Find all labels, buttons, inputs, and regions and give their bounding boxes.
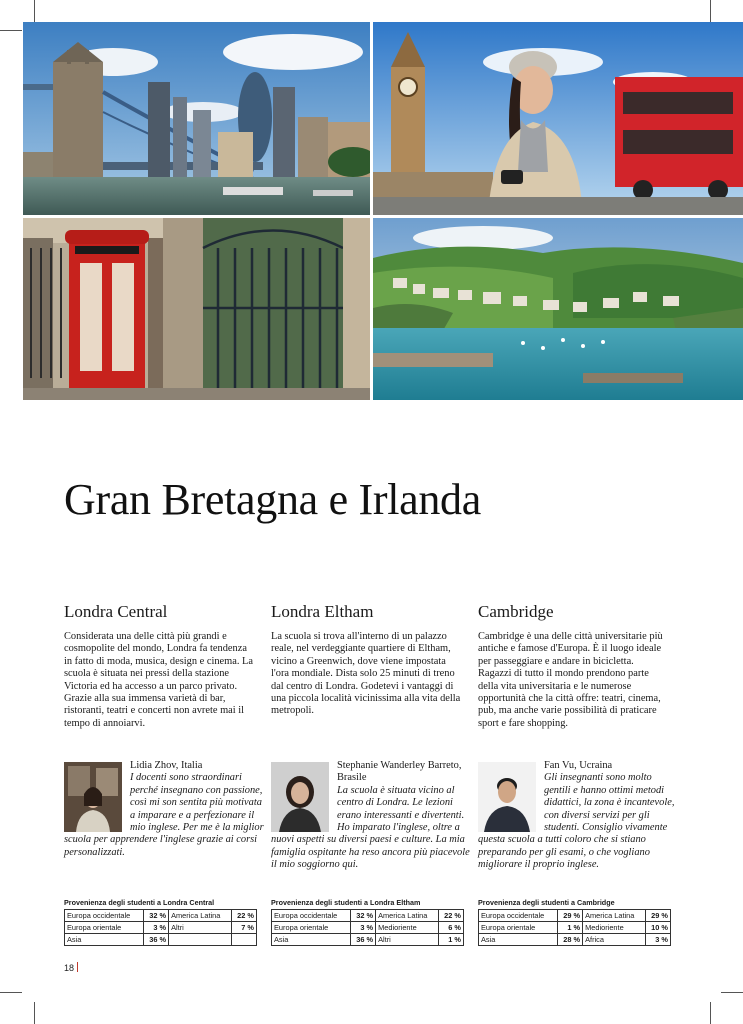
table-cell: 1 %: [439, 934, 464, 946]
testimonial: [478, 760, 678, 872]
table-cell: Asia: [65, 934, 144, 946]
origin-table: [478, 909, 671, 946]
table-row: [65, 934, 257, 946]
table-cell: 3 %: [351, 922, 376, 934]
page-number-accent: [77, 962, 78, 972]
table-title: Provenienza degli studenti a Londra Eltham: [271, 898, 421, 907]
table-row: [272, 910, 464, 922]
testimonial-quote: I docenti sono straordinari perché insegnano con passione, così mi son sentita più motivata a imparare e a perfezionare il mio inglese. Per me è la miglior scuola per apprendere l'inglese grazie ai corsi personalizzati.: [64, 772, 264, 858]
table-cell: Medioriente: [376, 922, 439, 934]
testimonial-author: Lidia Zhov, Italia: [130, 760, 203, 771]
table-cell: Altri: [169, 922, 232, 934]
table-cell: Asia: [479, 934, 558, 946]
table-cell: 1 %: [558, 922, 583, 934]
table-cell: America Latina: [376, 910, 439, 922]
red-phone-box-photo: [23, 218, 370, 400]
column-heading: Cambridge: [478, 602, 554, 621]
avatar: [64, 762, 122, 832]
big-ben-tourist-photo: [373, 22, 743, 215]
table-row: [479, 910, 671, 922]
column-londra-eltham: [271, 602, 461, 718]
crop-mark: [710, 0, 711, 22]
cornwall-harbour-photo: [373, 218, 743, 400]
table-title: Provenienza degli studenti a Cambridge: [478, 898, 615, 907]
testimonial: [64, 760, 264, 859]
table-cell: 29 %: [646, 910, 671, 922]
london-skyline-photo: [23, 22, 370, 215]
table-title: Provenienza degli studenti a Londra Central: [64, 898, 215, 907]
testimonial-quote: La scuola è situata vicino al centro di Londra. Le lezioni erano interessanti e divertenti. Ho imparato l'inglese, oltre a nuovi aspetti su diversi paesi e culture. La mia famiglia ospitante ha reso ancora più piacevole il mio soggiorno qui.: [271, 784, 470, 871]
table-cell: Europa occidentale: [65, 910, 144, 922]
column-heading: Londra Central: [64, 602, 168, 621]
table-cell: Europa occidentale: [479, 910, 558, 922]
students-origin-table: [64, 898, 257, 946]
table-row: [65, 922, 257, 934]
table-cell: Asia: [272, 934, 351, 946]
testimonial: [271, 760, 471, 872]
table-cell: 36 %: [144, 934, 169, 946]
table-cell: [232, 934, 257, 946]
students-origin-table: [478, 898, 671, 946]
crop-mark: [0, 30, 22, 31]
table-cell: 32 %: [144, 910, 169, 922]
table-cell: 29 %: [558, 910, 583, 922]
table-row: [479, 922, 671, 934]
testimonial-author: Fan Vu, Ucraina: [544, 760, 613, 771]
table-cell: Altri: [376, 934, 439, 946]
table-cell: 28 %: [558, 934, 583, 946]
page-number-text: 18: [64, 963, 75, 973]
table-row: [479, 934, 671, 946]
page-title: Gran Bretagna e Irlanda: [64, 475, 481, 524]
table-cell: 3 %: [144, 922, 169, 934]
column-body: Considerata una delle città più grandi e cosmopolite del mondo, Londra fa tendenza in fatto di moda, musica, design e cinema. La scuola è situata nei pressi della stazione Victoria ed ha accesso a un parco privato. Grazie alla sua immensa varietà di bar, ristoranti, teatri e concerti non avrete mai il tempo di annoiarvi.: [64, 631, 253, 729]
crop-mark: [721, 992, 743, 993]
table-cell: Europa orientale: [479, 922, 558, 934]
avatar: [271, 762, 329, 832]
table-cell: Medioriente: [583, 922, 646, 934]
column-londra-central: [64, 602, 254, 730]
table-cell: 22 %: [439, 910, 464, 922]
column-cambridge: [478, 602, 668, 730]
table-cell: 22 %: [232, 910, 257, 922]
table-cell: 36 %: [351, 934, 376, 946]
table-cell: Europa orientale: [272, 922, 351, 934]
table-row: [272, 922, 464, 934]
table-cell: America Latina: [583, 910, 646, 922]
avatar: [478, 762, 536, 832]
table-cell: 3 %: [646, 934, 671, 946]
column-heading: Londra Eltham: [271, 602, 374, 621]
column-body: Cambridge è una delle città universitarie più antiche e famose d'Europa. È il luogo ideale per passeggiare e andare in bicicletta. Ragazzi di tutto il mondo prendono parte della vita universitaria e le numerose opportunità che la città offre: teatri, cinema, pub, ma anche varie possibilità di praticare sport e fare shopping.: [478, 631, 663, 729]
crop-mark: [34, 1002, 35, 1024]
table-cell: Europa orientale: [65, 922, 144, 934]
crop-mark: [34, 0, 35, 22]
table-row: [272, 934, 464, 946]
column-body: La scuola si trova all'interno di un palazzo reale, nel verdeggiante quartiere di Eltham, vicino a Greenwich, dove viene impostata l'ora mondiale. Dista solo 25 minuti di treno dal centro di Londra. Godetevi i vantaggi di una piccola località vicinissima alla vita della metropoli.: [271, 631, 461, 717]
page-number: [64, 962, 78, 973]
crop-mark: [0, 992, 22, 993]
testimonial-quote: Gli insegnanti sono molto gentili e hanno ottimi metodi didattici, la zona è incantevole, con diversi servizi per gli studenti. Consiglio vivamente questa scuola a tutti coloro che si stiano preparando per gli esami, o che vogliano migliorare il proprio inglese.: [478, 772, 675, 871]
table-row: [65, 910, 257, 922]
students-origin-table: [271, 898, 464, 946]
table-cell: 10 %: [646, 922, 671, 934]
table-cell: 32 %: [351, 910, 376, 922]
origin-table: [271, 909, 464, 946]
table-cell: 6 %: [439, 922, 464, 934]
testimonial-author: Stephanie Wanderley Barreto, Brasile: [337, 760, 462, 784]
table-cell: Africa: [583, 934, 646, 946]
table-cell: [169, 934, 232, 946]
table-cell: 7 %: [232, 922, 257, 934]
origin-table: [64, 909, 257, 946]
crop-mark: [710, 1002, 711, 1024]
table-cell: America Latina: [169, 910, 232, 922]
table-cell: Europa occidentale: [272, 910, 351, 922]
